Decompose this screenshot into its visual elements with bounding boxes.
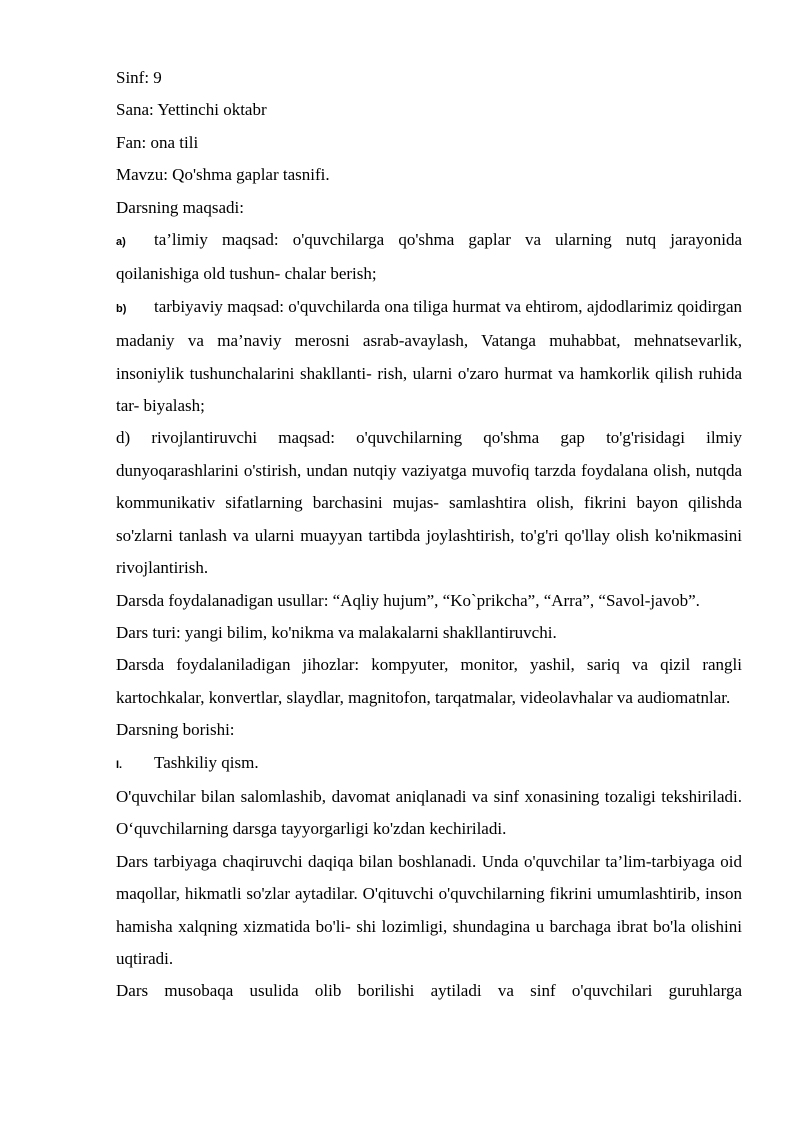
body-paragraph: O'quvchilar bilan salomlashib, davomat aniqlanadi va sinf xonasining tozaligi tekshiriladi. O‘quvchilarning darsga tayyorgarligi ko'zdan kechiriladi. [116, 786, 742, 839]
lesson-type-line: Dars turi: yangi bilim, ko'nikma va malakalarni shakllantiruvchi. [116, 622, 557, 642]
list-marker: a) [116, 236, 126, 249]
methods-paragraph: Darsda foydalanadigan usullar: “Aqliy hujum”, “Ko`prikcha”, “Arra”, “Savol-javob”. [116, 590, 700, 610]
equipment-paragraph: Darsda foydalaniladigan jihozlar: kompyuter, monitor, yashil, sariq va qizil rangli kartochkalar, konvertlar, slaydlar, magnitofon, tarqatmalar, videolavhalar va audiomatnlar. [116, 655, 742, 707]
list-marker: I. [116, 758, 123, 771]
goals-heading: Darsning maqsadi: [116, 197, 244, 217]
list-marker: b) [116, 302, 127, 315]
progress-heading: Darsning borishi: [116, 720, 235, 740]
section-organizational [116, 747, 742, 781]
goal-item-upbringing [116, 291, 742, 423]
goal-item-developmental: d) rivojlantiruvchi maqsad: o'quvchilarning qo'shma gap to'g'risidagi ilmiy dunyoqarashlarini o'stirish, undan nutqiy vaziyatga muvofiq tarzda foydalana olish, nutqda kommunikativ sifatlarning barchasini mujas- samlashtira olish, fikrini bayon qilishda so'zlarni tanlash va ularni muayyan tartibda joylashtirish, to'g'ri qo'llay olish ko'nikmasini rivojlantirish. [116, 428, 742, 578]
section-title: Tashkiliy qism. [154, 752, 259, 772]
subject-line: Fan: ona tili [116, 132, 199, 152]
class-line: Sinf: 9 [116, 68, 162, 87]
date-line: Sana: Yettinchi oktabr [116, 100, 267, 120]
goal-text: tarbiyaviy maqsad: o'quvchilarda ona tiliga hurmat va ehtirom, ajdodlarimiz qoidirgan madaniy va ma’naviy merosni asrab-avaylash, Vatanga muhabbat, mehnatsevarlik, insoniylik tushunchalarini shakllanti- rish, ularni o'zaro hurmat va hamkorlik qilish ruhida tar- biyalash; [116, 296, 742, 416]
goal-text: ta’limiy maqsad: o'quvchilarga qo'shma gaplar va ularning nutq jarayonida qoilanishiga old tushun- chalar berish; [116, 230, 742, 284]
body-paragraph: Dars musobaqa usulida olib borilishi aytiladi va sinf o'quvchilari guruhlarga [116, 981, 742, 1001]
document-page [116, 62, 742, 1008]
body-paragraph: Dars tarbiyaga chaqiruvchi daqiqa bilan boshlanadi. Unda o'quvchilar ta’lim-tarbiyaga oid maqollar, hikmatli so'zlar aytadilar. O'qituvchi o'quvchilarning fikrini umumlashtirib, inson hamisha xalqning xizmatida bo'li- shi lozimligi, shundagina u barchaga ibrat bo'la olishini uqtiradi. [116, 851, 742, 968]
topic-line: Mavzu: Qo'shma gaplar tasnifi. [116, 165, 330, 185]
goal-item-educational [116, 224, 742, 291]
